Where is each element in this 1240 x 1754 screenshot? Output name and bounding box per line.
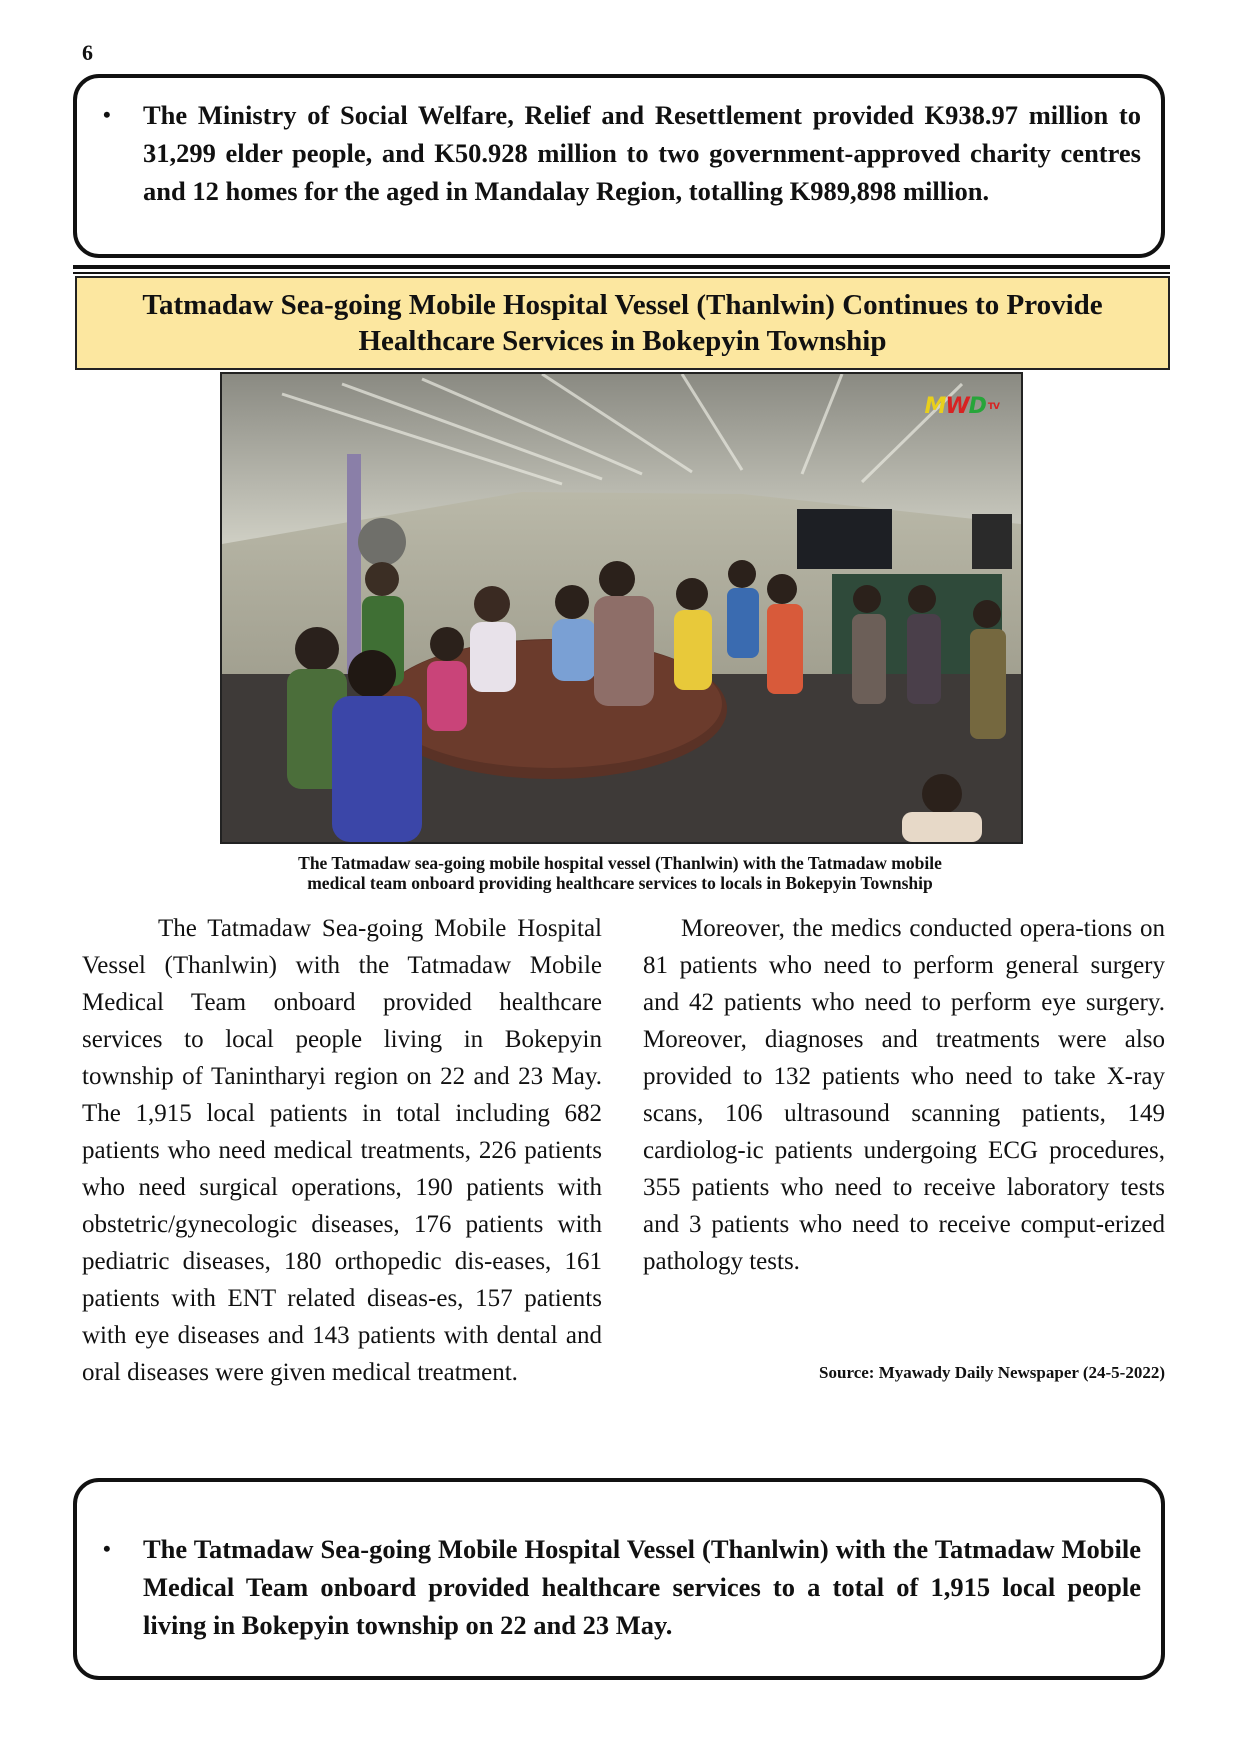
top-highlight-text: The Ministry of Social Welfare, Relief and Resettlement provided K938.97 million to 31,299 elder people, and K50.928 million to two government-approved charity centres and 12 homes for the aged in Mandalay Region, totalling K989,898 million. [143, 100, 1141, 206]
photo-caption [180, 853, 1060, 893]
article-paragraph-2: Moreover, the medics conducted opera-tions on 81 patients who need to perform general surgery and 42 patients who need to perform eye surgery. Moreover, diagnoses and treatments were also provided to 132 patients who need to take X-ray scans, 106 ultrasound scanning patients, 149 cardiolog-ic patients undergoing ECG procedures, 355 patients who need to receive laboratory tests and 3 patients who need to receive comput-erized pathology tests. [643, 915, 1165, 1275]
mwd-logo: MWD TV [924, 394, 999, 419]
top-highlight-item [103, 96, 1141, 210]
article-source: Source: Myawady Daily Newspaper (24-5-2022) [819, 1363, 1165, 1382]
ship-interior-photo [222, 374, 1021, 842]
article-photo [220, 372, 1023, 844]
bullet-icon: • [103, 102, 111, 127]
photo-caption-line-2: medical team onboard providing healthcare services to locals in Bokepyin Township [307, 873, 933, 893]
bottom-highlight-box [73, 1478, 1165, 1680]
top-highlight-box [73, 74, 1165, 258]
headline-line-2: Healthcare Services in Bokepyin Township [358, 325, 887, 357]
bottom-highlight-text: The Tatmadaw Sea-going Mobile Hospital Vessel (Thanlwin) with the Tatmadaw Mobile Medical Team onboard provided healthcare services to a total of 1,915 local people living in Bokepyin township on 22 and 23 May. [143, 1534, 1141, 1640]
divider-thick [73, 265, 1170, 269]
headline-line-1: Tatmadaw Sea-going Mobile Hospital Vessel (Thanlwin) Continues to Provide [142, 289, 1103, 321]
article-column-right [643, 910, 1165, 1280]
photo-caption-line-1: The Tatmadaw sea-going mobile hospital vessel (Thanlwin) with the Tatmadaw mobile [298, 853, 942, 873]
headline-box [75, 276, 1170, 370]
bottom-highlight-list [91, 1530, 1141, 1644]
divider-thin [73, 272, 1170, 274]
top-highlight-list [91, 96, 1141, 210]
article-column-left [82, 910, 602, 1391]
bullet-icon: • [103, 1536, 111, 1561]
article-paragraph-1: The Tatmadaw Sea-going Mobile Hospital Vessel (Thanlwin) with the Tatmadaw Mobile Medical Team onboard provided healthcare services to local people living in Bokepyin township of Tanintharyi region on 22 and 23 May. The 1,915 local patients in total including 682 patients who need medical treatments, 226 patients who need surgical operations, 190 patients with obstetric/gynecologic diseases, 176 patients with pediatric diseases, 180 orthopedic dis-eases, 161 patients with ENT related diseas-es, 157 patients with eye diseases and 143 patients with dental and oral diseases were given medical treatment. [82, 915, 602, 1386]
bottom-highlight-item [103, 1530, 1141, 1644]
page-number: 6 [82, 40, 93, 65]
